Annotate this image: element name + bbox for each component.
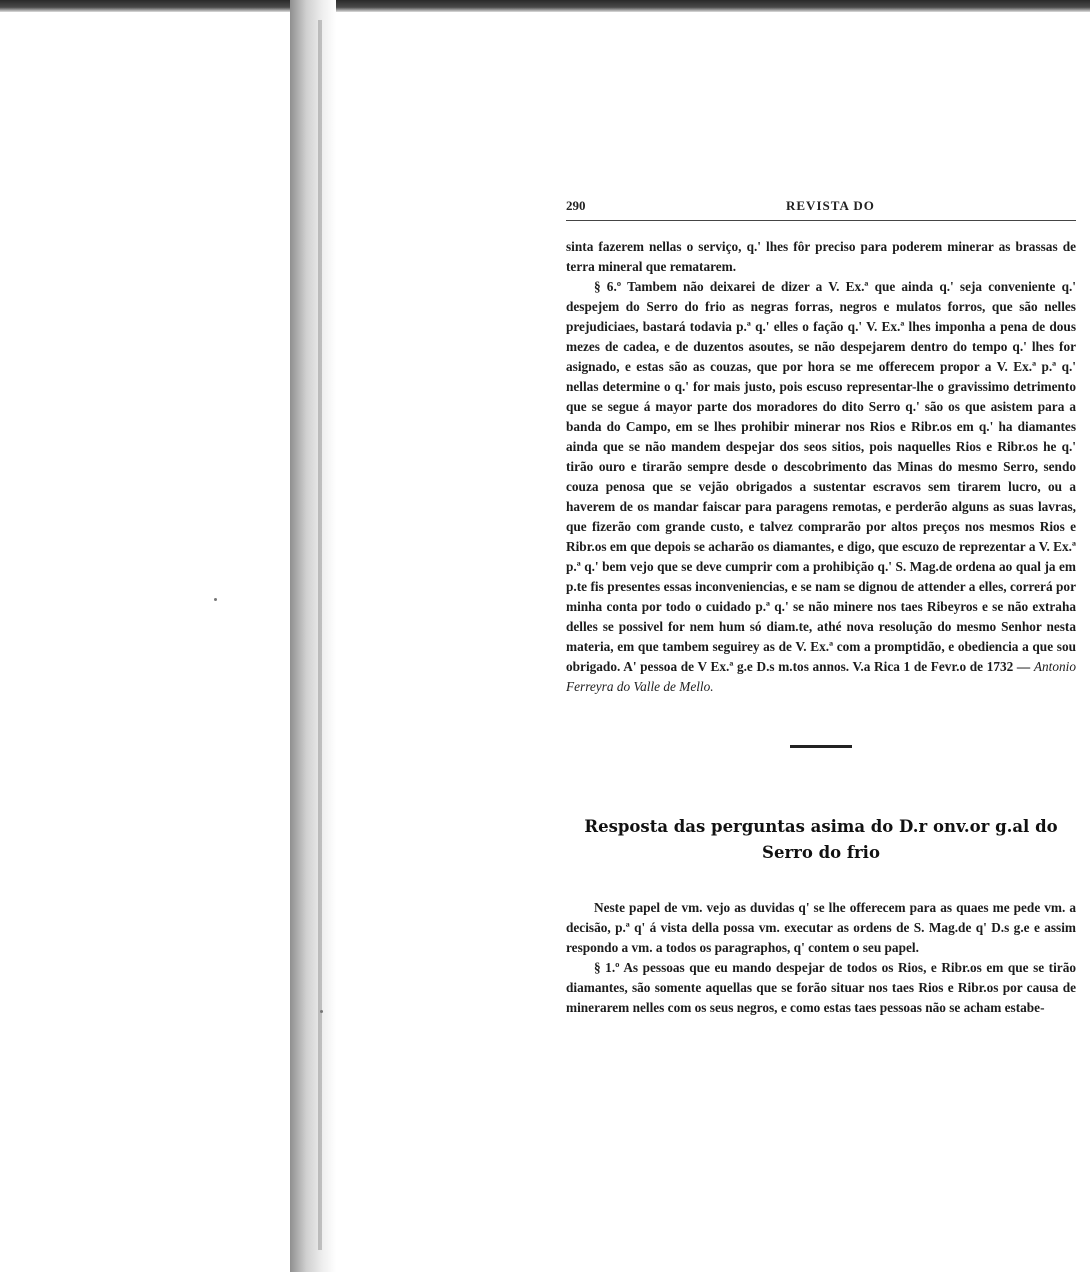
printed-page [566, 198, 1076, 1018]
signature: Antonio Ferreyra do Valle de Mello. [566, 659, 1076, 694]
section-heading [566, 814, 1076, 866]
paragraph-text: § 6.º Tambem não deixarei de dizer a V. Ex.ª que ainda q.' seja conveniente q.' despejem do Serro do frio as negras forras, negros e mulatos forros, que são nelles prejudiciaes, bastará todavia p.ª q.' elles o fação q.' V. Ex.ª lhes imponha a pena de dous mezes de cadea, e de duzentos asoutes, se não despejarem dentro do tempo q.' lhes for asignado, e estas são as couzas, que por hora se me offerecem propor a V. Ex.ª p.ª q.' nellas determine o q.' for mais justo, pois escuso representar-lhe o gravissimo detrimento que se segue á mayor parte dos moradores do dito Serro q.' são os que asistem para a banda do Campo, em se lhes prohibir minerar nos Rios e Ribr.os em q.' ha diamantes ainda que se não mandem despejar dos seos sitios, pois naquelles Rios e Ribr.os he q.' tirão ouro e tirarão sempre desde o descobrimento das Minas do mesmo Serro, sendo couza penosa que se vejão obrigados a sustentar escravos sem tirarem lucro, ou a haverem de os mandar faiscar para paragens remotas, e perderão alguns as suas lavras, que fizerão com grande custo, e talvez comprarão por altos preços nos mesmos Rios e Ribr.os em que depois se acharão os diamantes, e digo, que escuzo de reprezentar a V. Ex.ª p.ª q.' bem vejo que se deve cumprir com a prohibição q.' S. Mag.de ordena ao qual ja em p.te fis presentes essas inconveniencias, e se nam se dignou de attender a elles, correrá por minha conta por todo o cuidado p.ª q.' se não minere nos taes Ribeyros e se não extraha delles se possivel for nem hum só diam.te, athé nova resolução do mesmo Senhor nesta materia, em que tambem seguirey as de V. Ex.ª com a promptidão, e obediencia a que sou obrigado. A' pessoa de V Ex.ª g.e D.s m.tos annos. V.a Rica 1 de Fevr.o de 1732 — [566, 279, 1076, 674]
paragraph-intro: Neste papel de vm. vejo as duvidas q' se lhe offerecem para as quaes me pede vm. a decisão, p.ª q' á vista della possa vm. executar as ordens de S. Mag.de q' D.s g.e e assim respondo a vm. a todos os paragraphos, q' contem o seu papel. [566, 900, 1076, 955]
letter-body [566, 237, 1076, 697]
heading-line-2: Serro do frio [762, 843, 880, 862]
page-header [566, 198, 1076, 221]
paragraph-continuation: sinta fazerem nellas o serviço, q.' lhes fôr preciso para poderem minerar as brassas de terra mineral que rematarem. [566, 239, 1076, 274]
paragraph-section-1: § 1.º As pessoas que eu mando despejar de todos os Rios, e Ribr.os em que se tirão diamantes, são somente aquellas que se forão situar nos taes Rios e Ribr.os por causa de minerarem nelles com os seus negros, e como estas taes pessoas não se acham estabe- [566, 960, 1076, 1015]
book-gutter-shadow [290, 0, 336, 1272]
paper-speck [214, 598, 217, 601]
paper-speck [320, 1010, 323, 1013]
running-title: REVISTA DO [786, 198, 875, 213]
response-body [566, 898, 1076, 1018]
page-number: 290 [566, 198, 586, 213]
page-top-edge [0, 0, 1090, 12]
section-divider [790, 745, 852, 748]
gutter-crease [318, 20, 322, 1250]
heading-line-1: Resposta das perguntas asima do D.r onv.or g.al do [584, 817, 1058, 836]
paragraph-section-6 [566, 277, 1076, 697]
